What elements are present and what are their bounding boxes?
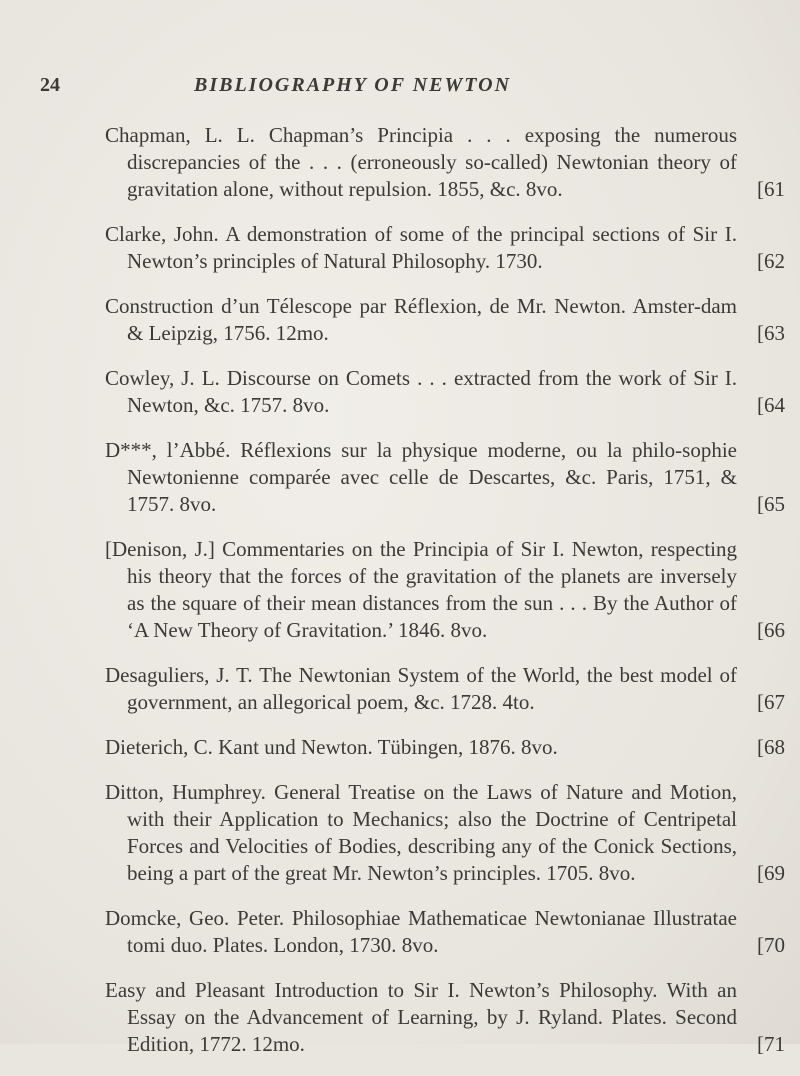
entry-text: Philosophiae Mathematicae Newtonianae Illustratae tomi duo. Plates. London, 1730. 8vo. <box>127 906 737 957</box>
entry-author: Construction d’un Télescope par Réflexion, de Mr. Newton. <box>105 294 633 318</box>
page-header <box>0 74 800 104</box>
entry-author: Ditton, Humphrey. <box>105 780 275 804</box>
bibliography-entry <box>105 437 785 518</box>
bibliography-entry <box>105 122 785 203</box>
entry-number: [71 <box>757 1032 785 1056</box>
bibliography-entry <box>105 905 785 959</box>
entry-number: [64 <box>757 393 785 417</box>
bibliography-list <box>105 122 785 1076</box>
bibliography-entry <box>105 365 785 419</box>
entry-number: [66 <box>757 618 785 642</box>
bibliography-entry <box>105 662 785 716</box>
entry-text: With an Essay on the Advancement of Learning, by J. Ryland. Plates. Second Edition, 1772. 12mo. <box>127 978 737 1056</box>
entry-number: [69 <box>757 861 785 885</box>
entry-author: Desaguliers, J. T. <box>105 663 260 687</box>
entry-author: D***, l’Abbé. <box>105 438 241 462</box>
running-title: BIBLIOGRAPHY OF NEWTON <box>194 74 512 96</box>
entry-number: [70 <box>757 933 785 957</box>
entry-author: Clarke, John. <box>105 222 226 246</box>
entry-number: [65 <box>757 492 785 516</box>
bibliography-entry <box>105 977 785 1058</box>
entry-number: [68 <box>757 735 785 759</box>
entry-author: Cowley, J. L. <box>105 366 227 390</box>
entry-text: General Treatise on the Laws of Nature and Motion, with their Application to Mechanics; also the Doctrine of Centripetal Forces and Velocities of Bodies, describing any of the Conick Sections, being a part of the great Mr. Newton’s principles. 1705. 8vo. <box>127 780 737 885</box>
entry-text: Amster-dam & Leipzig, 1756. 12mo. <box>127 294 737 345</box>
entry-author: Dieterich, C. <box>105 735 219 759</box>
page-number: 24 <box>40 74 60 96</box>
entry-text: Kant und Newton. Tübingen, 1876. 8vo. <box>218 735 558 759</box>
entry-number: [67 <box>757 690 785 714</box>
entry-author: Easy and Pleasant Introduction to Sir I. Newton’s Philosophy. <box>105 978 667 1002</box>
entry-author: Chapman, L. L. <box>105 123 269 147</box>
entry-text: Réflexions sur la physique moderne, ou la philo-sophie Newtonienne comparée avec celle de Descartes, &c. Paris, 1751, & 1757. 8vo. <box>127 438 737 516</box>
bibliography-entry <box>105 734 785 761</box>
bibliography-entry <box>105 293 785 347</box>
bibliography-entry <box>105 536 785 644</box>
entry-number: [61 <box>757 177 785 201</box>
entry-author: Domcke, Geo. Peter. <box>105 906 292 930</box>
entry-author: [Denison, J.] <box>105 537 223 561</box>
entry-text: Commentaries on the Principia of Sir I. Newton, respecting his theory that the forces of the gravitation of the planets are inversely as the square of their mean distances from the sun . . . By the Author of ‘A New Theory of Gravitation.’ 1846. 8vo. <box>127 537 737 642</box>
entry-number: [62 <box>757 249 785 273</box>
entry-text: A demonstration of some of the principal sections of Sir I. Newton’s principles of Natural Philosophy. 1730. <box>127 222 737 273</box>
entry-text: The Newtonian System of the World, the best model of government, an allegorical poem, &c. 1728. 4to. <box>127 663 737 714</box>
entry-text: Chapman’s Principia . . . exposing the numerous discrepancies of the . . . (erroneously so-called) Newtonian theory of gravitation alone, without repulsion. 1855, &c. 8vo. <box>127 123 737 201</box>
bibliography-entry <box>105 221 785 275</box>
entry-text: Discourse on Comets . . . extracted from the work of Sir I. Newton, &c. 1757. 8vo. <box>127 366 737 417</box>
entry-number: [63 <box>757 321 785 345</box>
bibliography-entry <box>105 779 785 887</box>
